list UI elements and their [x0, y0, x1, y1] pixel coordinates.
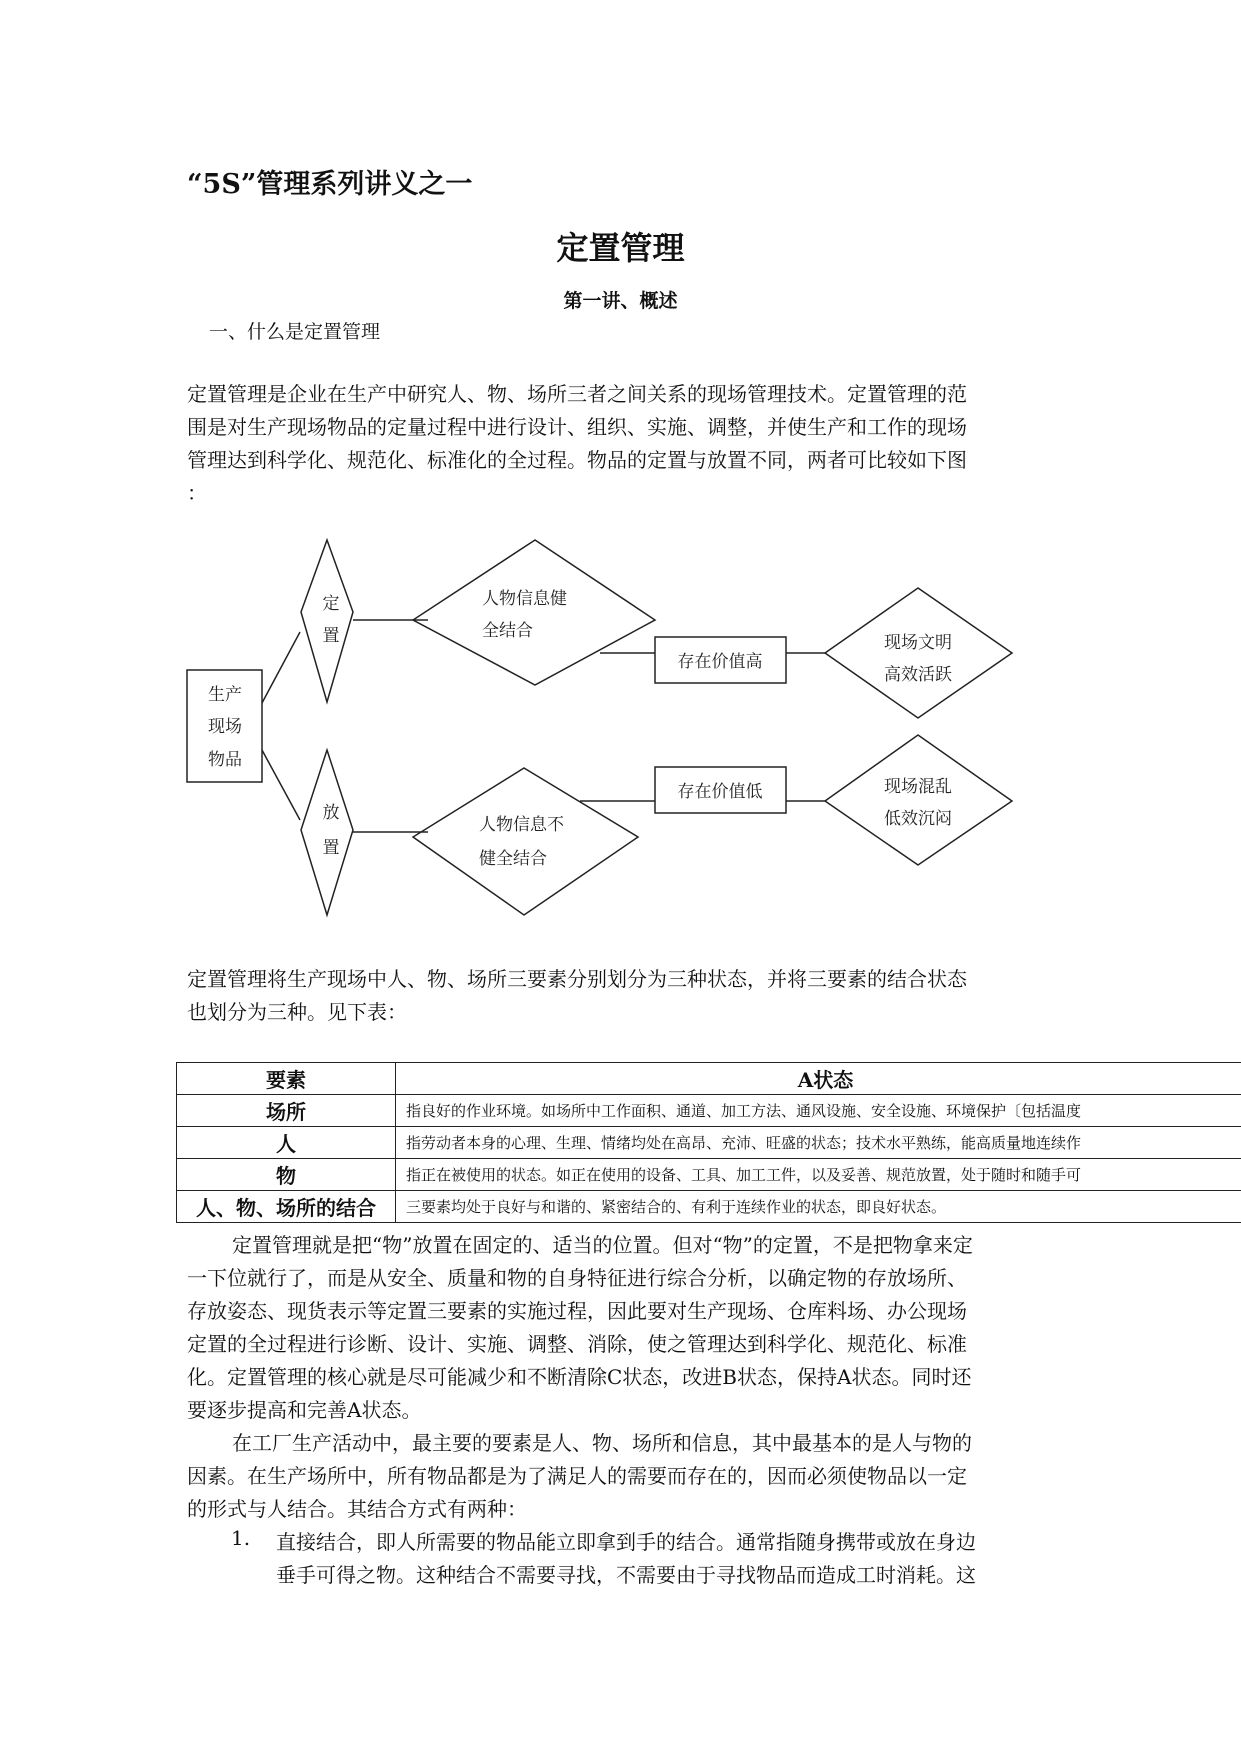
text-line: 化。定置管理的核心就是尽可能减少和不断清除C状态，改进B状态，保持A状态。同时还 [187, 1365, 972, 1389]
bottom-combination-diamond [413, 768, 638, 915]
diagram-label: 全结合 [482, 621, 533, 641]
paragraph-core [187, 1229, 1043, 1526]
comparison-diagram [0, 520, 1241, 930]
text-line: 要逐步提高和完善A状态。 [187, 1398, 422, 1422]
text-line: 垂手可得之物。这种结合不需要寻找，不需要由于寻找物品而造成工时消耗。这 [276, 1563, 976, 1587]
diagram-label: 现场文明 [884, 633, 952, 653]
text-line: 直接结合，即人所需要的物品能立即拿到手的结合。通常指随身携带或放在身边 [276, 1530, 976, 1554]
paragraph-intro [187, 378, 1043, 510]
page-title: 定置管理 [556, 229, 685, 267]
diagram-label: 现场混乱 [884, 777, 952, 797]
table-cell: 物 [177, 1159, 396, 1191]
table-header-cell: 要素 [177, 1063, 396, 1095]
text-line: 定置管理是企业在生产中研究人、物、场所三者之间关系的现场管理技术。定置管理的范 [187, 382, 967, 406]
diagram-label: 放 [322, 803, 340, 823]
series-title: “5S”管理系列讲义之一 [187, 169, 473, 200]
table-cell: 指劳动者本身的心理、生理、情绪均处在高昂、充沛、旺盛的状态；技术水平熟练，能高质量地连续作 [396, 1127, 1241, 1159]
diagram-label: 生产 [208, 685, 242, 705]
diagram-label: 现场 [208, 717, 242, 737]
diagram-label: 高效活跃 [884, 665, 952, 685]
diagram-label: 物品 [208, 750, 242, 770]
bottom-result-diamond [825, 735, 1012, 865]
text-line: 因素。在生产场所中，所有物品都是为了满足人的需要而存在的，因而必须使物品以一定 [187, 1464, 967, 1488]
text-line: 管理达到科学化、规范化、标准化的全过程。物品的定置与放置不同，两者可比较如下图 [187, 448, 967, 472]
text-line: 也划分为三种。见下表： [187, 1000, 407, 1024]
table-header-cell: A状态 [396, 1063, 1241, 1095]
list-item [276, 1526, 1046, 1592]
text-line: 定置的全过程进行诊断、设计、实施、调整、消除，使之管理达到科学化、规范化、标准 [187, 1332, 967, 1356]
table-cell: 场所 [177, 1095, 396, 1127]
text-line: 定置管理就是把“物”放置在固定的、适当的位置。但对“物”的定置，不是把物拿来定 [232, 1233, 973, 1257]
fang-diamond [301, 750, 353, 915]
connector-line [262, 750, 300, 820]
lecture-subtitle: 第一讲、概述 [563, 290, 678, 312]
diagram-label: 健全结合 [479, 849, 547, 869]
diagram-label: 存在价值低 [677, 782, 763, 802]
diagram-label: 定 [322, 594, 340, 614]
table-header-row [177, 1063, 1241, 1095]
text-line: 围是对生产现场物品的定量过程中进行设计、组织、实施、调整，并使生产和工作的现场 [187, 415, 967, 439]
table-row [177, 1127, 1241, 1159]
text-line: 的形式与人结合。其结合方式有两种： [187, 1497, 527, 1521]
paragraph-three-states [187, 963, 1043, 1029]
list-number: 1. [231, 1526, 251, 1550]
diagram-label: 置 [322, 838, 340, 858]
top-combination-diamond [413, 540, 655, 685]
ding-diamond [301, 540, 353, 702]
connector-line [262, 632, 300, 703]
diagram-label: 置 [322, 626, 340, 646]
states-table [176, 1062, 1241, 1223]
text-line: ： [187, 481, 207, 505]
diagram-label: 存在价值高 [677, 652, 763, 672]
text-line: 在工厂生产活动中，最主要的要素是人、物、场所和信息，其中最基本的是人与物的 [232, 1431, 972, 1455]
table-row [177, 1095, 1241, 1127]
table-cell: 指正在被使用的状态。如正在使用的设备、工具、加工工件，以及妥善、规范放置，处于随时和随手可 [396, 1159, 1241, 1191]
diagram-label: 人物信息不 [479, 815, 564, 835]
table-cell: 人、物、场所的结合 [177, 1191, 396, 1223]
table-cell: 人 [177, 1127, 396, 1159]
top-result-diamond [825, 588, 1012, 718]
text-line: 一下位就行了，而是从安全、质量和物的自身特征进行综合分析，以确定物的存放场所、 [187, 1266, 967, 1290]
diagram-label: 人物信息健 [482, 589, 567, 609]
text-line: 定置管理将生产现场中人、物、场所三要素分别划分为三种状态，并将三要素的结合状态 [187, 967, 967, 991]
table-cell: 三要素均处于良好与和谐的、紧密结合的、有利于连续作业的状态，即良好状态。 [396, 1191, 1241, 1223]
table-row [177, 1159, 1241, 1191]
text-line: 存放姿态、现货表示等定置三要素的实施过程，因此要对生产现场、仓库料场、办公现场 [187, 1299, 967, 1323]
section-heading: 一、什么是定置管理 [209, 321, 381, 343]
table-cell: 指良好的作业环境。如场所中工作面积、通道、加工方法、通风设施、安全设施、环境保护〔包括温度 [396, 1095, 1241, 1127]
table-row [177, 1191, 1241, 1223]
diagram-label: 低效沉闷 [884, 809, 952, 829]
